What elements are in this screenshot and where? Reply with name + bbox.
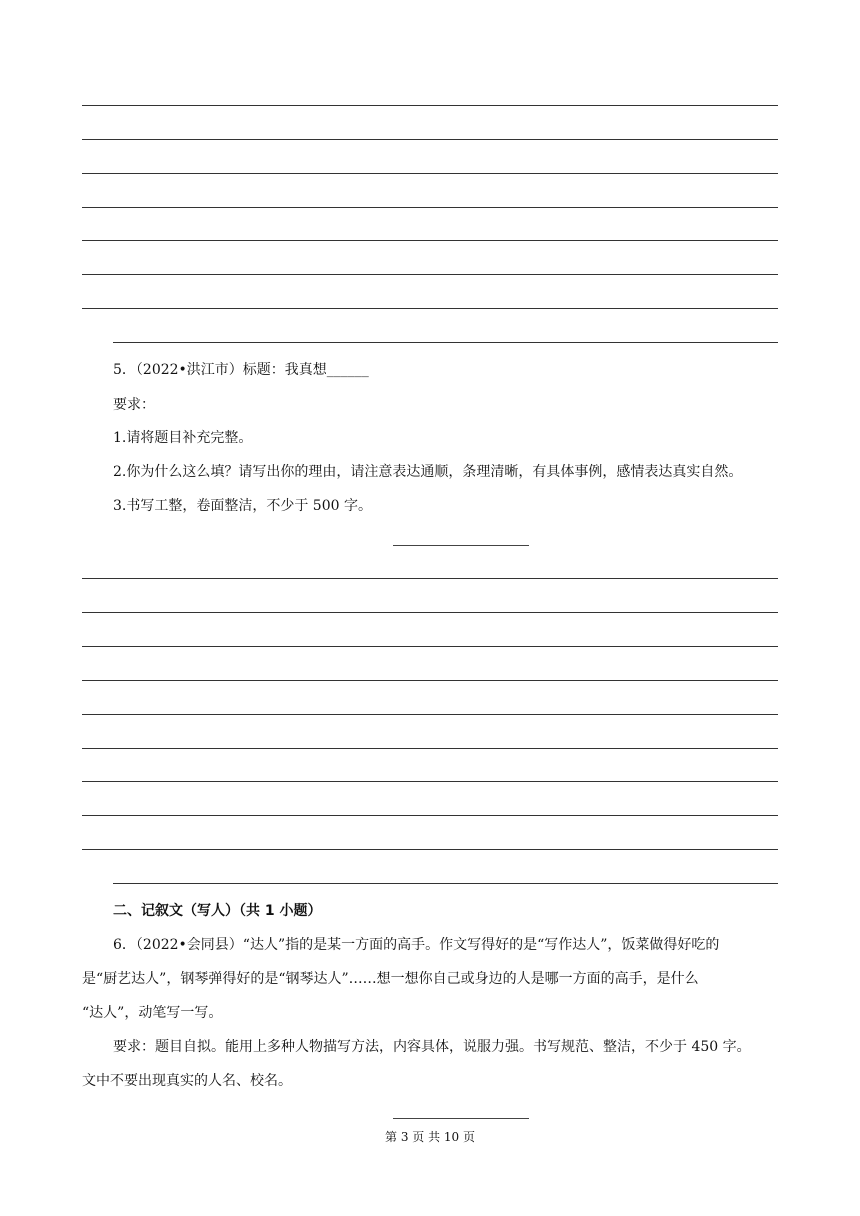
writing-line (113, 342, 778, 343)
question-6-requirement: 文中不要出现真实的人名、校名。 (82, 1073, 292, 1089)
writing-line (82, 781, 778, 782)
question-6-line: 6．（2022•会同县）“达人”指的是某一方面的高手。作文写得好的是“写作达人”，饭菜做得好吃的 (113, 937, 720, 953)
question-6-line: “达人”，动笔写一写。 (82, 1005, 223, 1021)
writing-line (82, 748, 778, 749)
requirement-item: 3.书写工整，卷面整洁，不少于 500 字。 (113, 498, 372, 514)
writing-line (82, 646, 778, 647)
footer-separator (393, 1118, 529, 1119)
writing-line (82, 612, 778, 613)
requirement-item: 2.你为什么这么填？请写出你的理由，请注意表达通顺，条理清晰，有具体事例，感情表达真实自然。 (113, 464, 743, 480)
writing-line (82, 240, 778, 241)
requirement-item: 1.请将题目补充完整。 (113, 430, 253, 446)
writing-line (82, 207, 778, 208)
requirements-label: 要求： (113, 397, 155, 413)
question-6-requirement: 要求：题目自拟。能用上多种人物描写方法，内容具体，说服力强。书写规范、整洁，不少于 450 字。 (113, 1039, 751, 1055)
page-number: 第 3 页 共 10 页 (385, 1130, 475, 1144)
writing-line (82, 714, 778, 715)
writing-line (82, 578, 778, 579)
title-blank-line (393, 545, 529, 546)
writing-line (82, 849, 778, 850)
writing-line (82, 105, 778, 106)
writing-line (82, 274, 778, 275)
writing-line (82, 173, 778, 174)
writing-line (82, 139, 778, 140)
question-6-line: 是“厨艺达人”，钢琴弹得好的是“钢琴达人”……想一想你自己或身边的人是哪一方面的高手，是什么 (82, 971, 699, 987)
writing-line (113, 883, 778, 884)
question-5-title: 5．（2022•洪江市）标题：我真想______ (113, 362, 369, 378)
writing-line (82, 308, 778, 309)
writing-line (82, 815, 778, 816)
writing-line (82, 680, 778, 681)
section-heading: 二、记叙文（写人）（共 1 小题） (113, 903, 322, 919)
